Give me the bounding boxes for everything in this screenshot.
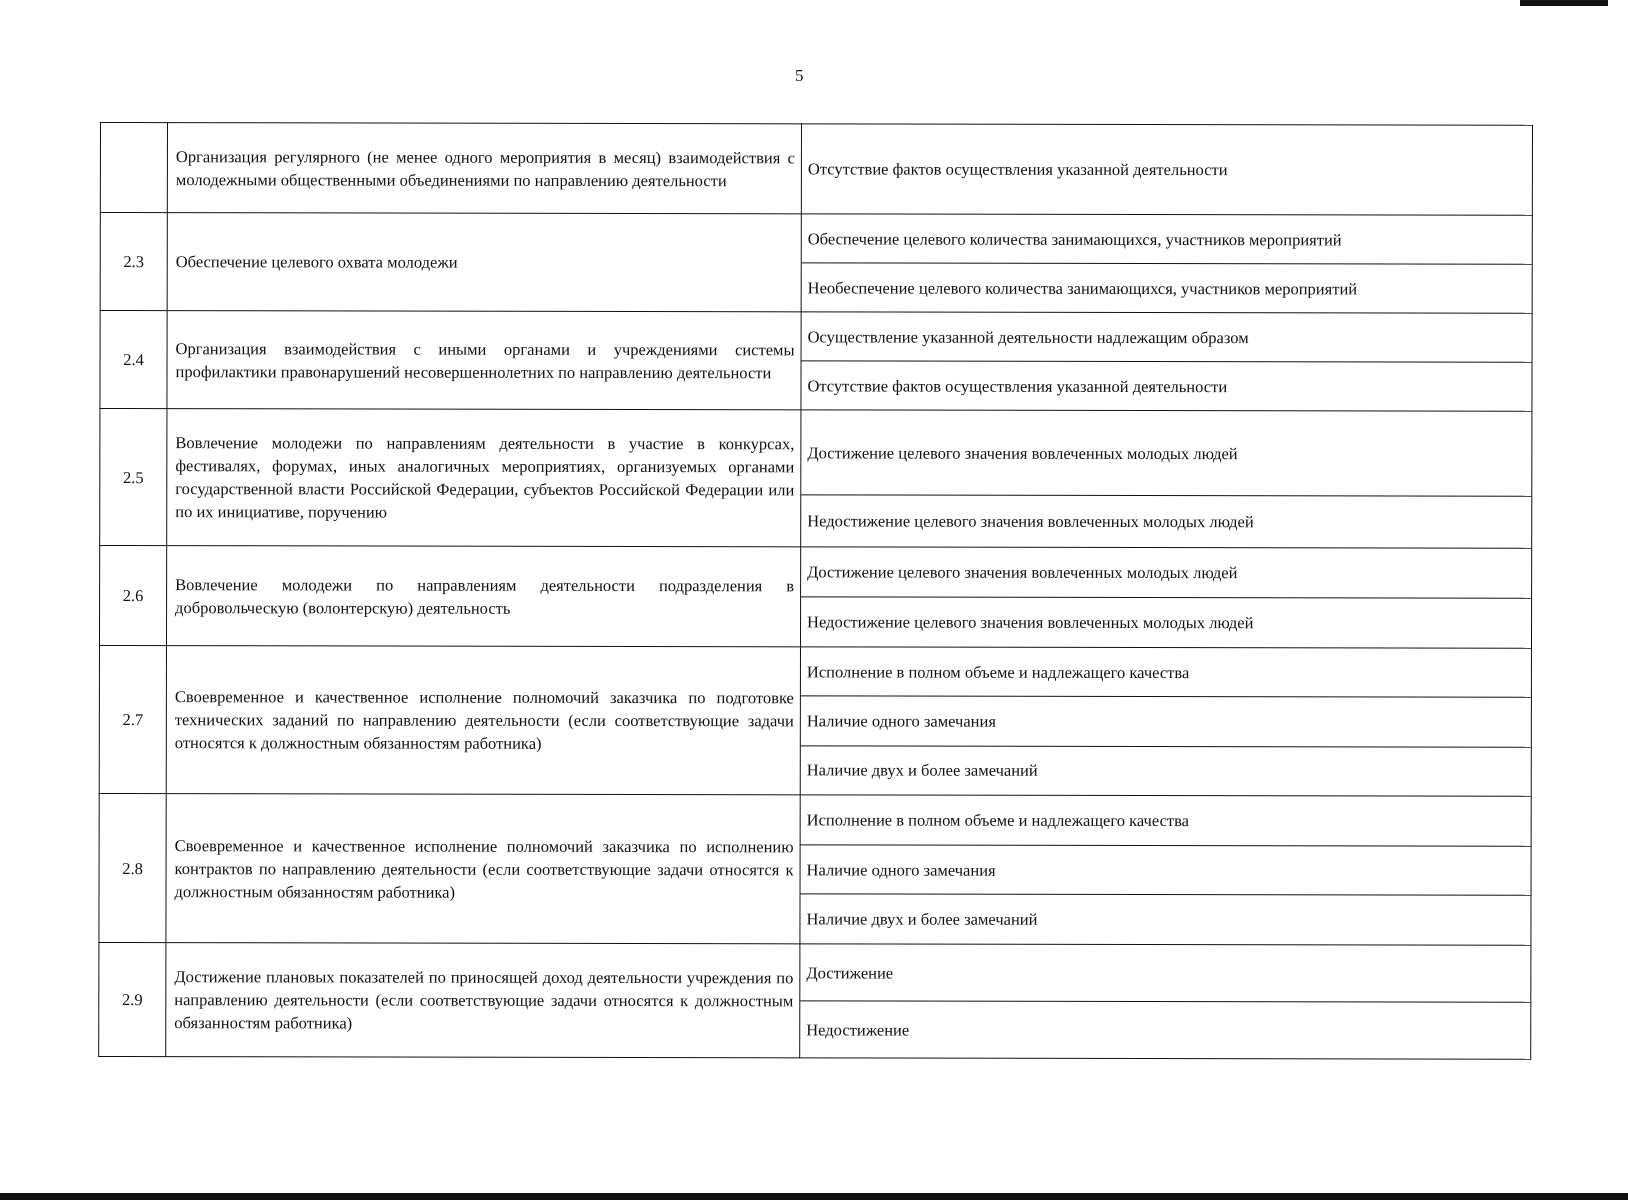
evaluation-item: Недостижение целевого значения вовлеченных молодых людей: [801, 596, 1531, 647]
evaluation-cell: [800, 647, 1531, 796]
evaluation-item: Достижение: [806, 962, 894, 983]
evaluation-cell: [800, 944, 1531, 1059]
evaluation-item: Достижение целевого значения вовлеченных молодых людей: [807, 562, 1238, 583]
evaluation-cell: [801, 312, 1532, 411]
criterion-cell: [166, 546, 800, 647]
criterion-text: Своевременное и качественное исполнение полномочий заказчика по подготовке технических заданий по направлению деятельности (если соответствующие задачи относятся к должностным обязанностям работника): [174, 687, 794, 753]
table-row: [100, 123, 1532, 216]
evaluation-item: Достижение целевого значения вовлеченных молодых людей: [807, 442, 1238, 463]
row-number: [100, 123, 167, 213]
table-row: [100, 213, 1532, 314]
evaluation-item: Исполнение в полном объеме и надлежащего качества: [806, 810, 1190, 830]
criterion-text: Обеспечение целевого охвата молодежи: [175, 252, 458, 272]
evaluation-item: Обеспечение целевого количества занимающихся, участников мероприятий: [807, 228, 1342, 249]
scan-bottom-edge: [0, 1193, 1628, 1200]
criterion-cell: [166, 943, 800, 1058]
evaluation-item: Наличие двух и более замечаний: [800, 894, 1530, 945]
criterion-cell: [167, 123, 801, 214]
evaluation-cell: [800, 547, 1531, 648]
scan-corner-mark: [1520, 0, 1608, 6]
criterion-cell: [167, 311, 801, 410]
criterion-text: Вовлечение молодежи по направлениям деятельности подразделения в добровольческую (волонтерскую) деятельность: [175, 574, 795, 618]
table-row: [99, 942, 1531, 1059]
evaluation-cell: [801, 214, 1532, 313]
table-row: [99, 546, 1531, 649]
criterion-text: Организация регулярного (не менее одного мероприятия в месяц) взаимодействия с молодежными общественными объединениями по направлению деятельности: [175, 146, 795, 190]
row-number: 2.7: [99, 646, 166, 794]
criterion-text: Организация взаимодействия с иными органами и учреждениями системы профилактики правонарушений несовершеннолетних по направлению деятельности: [175, 338, 795, 382]
table-row: [99, 646, 1531, 797]
row-number: 2.6: [99, 546, 166, 646]
criteria-table: [98, 122, 1533, 1060]
row-number: 2.8: [99, 793, 166, 942]
criterion-text: Своевременное и качественное исполнение полномочий заказчика по исполнению контрактов по направлению деятельности (если соответствующие задачи относятся к должностным обязанностям работника): [174, 835, 794, 902]
evaluation-item: Наличие одного замечания: [801, 696, 1531, 747]
row-number: 2.5: [100, 409, 167, 546]
evaluation-item: Наличие одного замечания: [801, 844, 1531, 895]
evaluation-item: Недостижение: [800, 1000, 1530, 1058]
table-row: [100, 409, 1532, 549]
criterion-cell: [167, 409, 801, 547]
criterion-text: Достижение плановых показателей по приносящей доход деятельности учреждения по направлению деятельности (если соответствующие задачи относятся к должностным обязанностям работника): [174, 967, 794, 1033]
evaluation-item: Отсутствие фактов осуществления указанной деятельности: [801, 360, 1531, 410]
evaluation-item: Наличие двух и более замечаний: [801, 745, 1531, 796]
criterion-text: Вовлечение молодежи по направлениям деятельности в участие в конкурсах, фестивалях, форумах, иных аналогичных мероприятиях, организуемых органами государственной власти Российской Федерации, субъектов Российской Федерации или по их инициативе, поручению: [175, 433, 795, 522]
table-row: [100, 311, 1532, 412]
evaluation-item: Отсутствие фактов осуществления указанной деятельности: [807, 159, 1228, 180]
evaluation-cell: [801, 124, 1532, 215]
row-number: 2.4: [100, 311, 167, 409]
page-number: 5: [795, 66, 804, 85]
evaluation-item: Исполнение в полном объеме и надлежащего качества: [806, 662, 1190, 682]
evaluation-item: Осуществление указанной деятельности надлежащим образом: [807, 326, 1249, 347]
row-number: 2.3: [100, 213, 167, 311]
evaluation-cell: [800, 795, 1531, 945]
evaluation-cell: [801, 410, 1532, 548]
criterion-cell: [167, 213, 801, 312]
row-number: 2.9: [99, 942, 166, 1056]
evaluation-item: Необеспечение целевого количества занимающихся, участников мероприятий: [802, 262, 1532, 312]
criterion-cell: [166, 646, 800, 795]
table-row: [99, 793, 1531, 945]
criterion-cell: [166, 794, 800, 944]
evaluation-item: Недостижение целевого значения вовлеченных молодых людей: [801, 494, 1531, 547]
